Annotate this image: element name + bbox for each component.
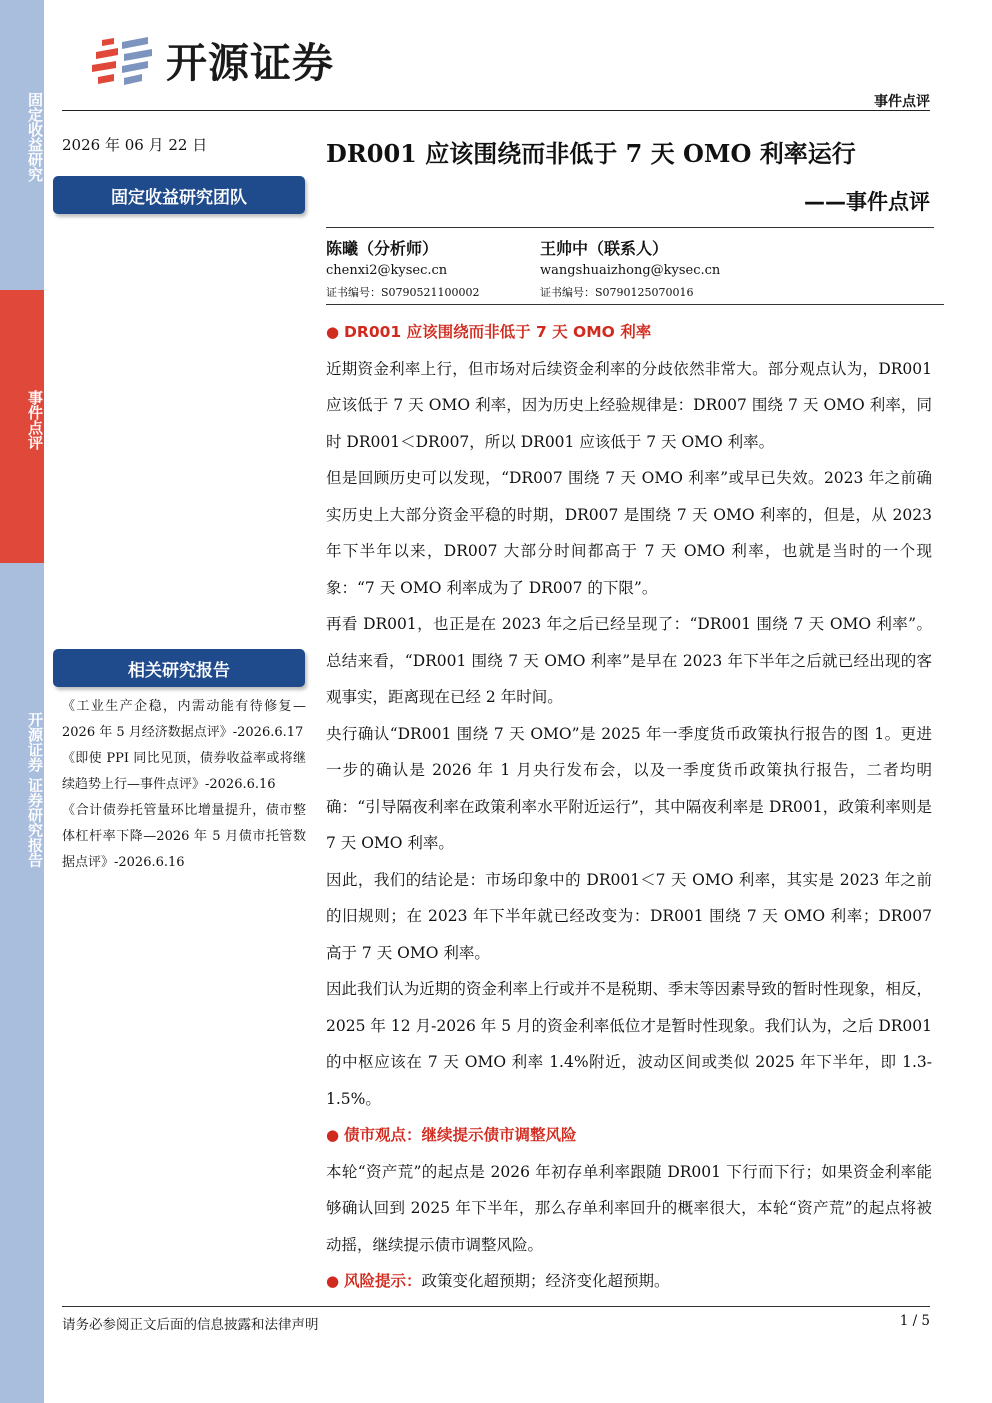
title-divider	[326, 227, 934, 228]
section-heading: ● 债市观点：继续提示债市调整风险	[326, 1126, 577, 1144]
body-paragraph: 因此，我们的结论是：市场印象中的 DR001＜7 天 OMO 利率，其实是 2023 年之前的旧规则；在 2023 年下半年就已经改变为：DR001 围绕 7 天 OMO 利率；DR007 高于 7 天 OMO 利率。	[326, 870, 932, 962]
side-strip	[0, 0, 44, 1403]
risk-notice: ● 风险提示：政策变化超预期；经济变化超预期。	[326, 1272, 670, 1290]
related-report-item[interactable]: 《合计债券托管量环比增量提升，债市整体杠杆率下降—2026 年 5 月债市托管数据点评》-2026.6.16	[62, 803, 306, 870]
author-name: 陈曦（分析师）	[326, 239, 439, 258]
related-report-item[interactable]: 《即使 PPI 同比见顶，债券收益率或将继续趋势上行—事件点评》-2026.6.16	[62, 751, 306, 792]
bullet-icon: ●	[326, 1126, 340, 1144]
body-paragraph: 央行确认“DR001 围绕 7 天 OMO”是 2025 年一季度货币政策执行报告的图 1。更进一步的确认是 2026 年 1 月央行发布会，以及一季度货币政策执行报告，二者均明确：“引导隔夜利率在政策利率水平附近运行”，其中隔夜利率是 DR001，政策利率则是 7 天 OMO 利率。	[326, 724, 932, 852]
report-date: 2026 年 06 月 22 日	[62, 136, 208, 154]
report-title: DR001 应该围绕而非低于 7 天 OMO 利率运行	[326, 139, 856, 168]
header-divider	[62, 110, 930, 111]
bullet-icon: ●	[326, 1272, 340, 1290]
header-report-type: 事件点评	[874, 94, 930, 110]
body-paragraph: 但是回顾历史可以发现，“DR007 围绕 7 天 OMO 利率”或早已失效。2023 年之前确实历史上大部分资金平稳的时期，DR007 是围绕 7 天 OMO 利率的，但是，从 2023 年下半年以来，DR007 大部分时间都高于 7 天 OMO 利率，也就是当时的一个现象：“7 天 OMO 利率成为了 DR007 的下限”。	[326, 469, 932, 597]
author-block	[540, 238, 720, 304]
report-subtitle: ——事件点评	[804, 190, 930, 214]
body-paragraph: 再看 DR001，也正是在 2023 年之后已经呈现了：“DR001 围绕 7 天 OMO 利率”。总结来看，“DR001 围绕 7 天 OMO 利率”是早在 2023 年下半年之后就已经出现的客观事实，距离现在已经 2 年时间。	[326, 615, 932, 706]
author-cert: 证书编号：S0790125070016	[540, 286, 694, 299]
logo-mark-icon	[88, 30, 158, 88]
side-label-category: 固定收益研究	[26, 92, 44, 182]
footer-disclaimer: 请务必参阅正文后面的信息披露和法律声明	[62, 1317, 319, 1333]
footer-divider	[62, 1306, 930, 1307]
logo	[88, 30, 334, 88]
related-reports-title: 相关研究报告	[53, 649, 305, 687]
body-paragraph: 本轮“资产荒”的起点是 2026 年初存单利率跟随 DR001 下行而下行；如果资金利率能够确认回到 2025 年下半年，那么存单利率回升的概率很大，本轮“资产荒”的起点将被动摇，继续提示债市调整风险。	[326, 1162, 932, 1254]
bullet-icon: ●	[326, 323, 340, 341]
side-label-publisher: 开源证券 证券研究报告	[26, 712, 44, 868]
author-block	[326, 238, 480, 304]
team-label: 固定收益研究团队	[53, 176, 305, 214]
body-paragraph: 因此我们认为近期的资金利率上行或并不是税期、季末等因素导致的暂时性现象，相反，2025 年 12 月-2026 年 5 月的资金利率低位才是暂时性现象。我们认为，之后 DR001 的中枢应该在 7 天 OMO 利率 1.4%附近，波动区间或类似 2025 年下半年，即 1.3-1.5%。	[326, 980, 932, 1108]
related-reports-list	[62, 694, 306, 876]
author-cert: 证书编号：S0790521100002	[326, 286, 480, 299]
related-report-item[interactable]: 《工业生产企稳，内需动能有待修复—2026 年 5 月经济数据点评》-2026.6.17	[62, 699, 306, 740]
logo-text: 开源证券	[166, 38, 334, 87]
report-body	[326, 314, 932, 1300]
side-label-type: 事件点评	[26, 390, 44, 450]
author-email[interactable]: wangshuaizhong@kysec.cn	[540, 263, 721, 278]
author-divider	[326, 304, 944, 305]
section-heading: ● DR001 应该围绕而非低于 7 天 OMO 利率	[326, 323, 652, 341]
author-email[interactable]: chenxi2@kysec.cn	[326, 263, 448, 278]
body-paragraph: 近期资金利率上行，但市场对后续资金利率的分歧依然非常大。部分观点认为，DR001 应该低于 7 天 OMO 利率，因为历史上经验规律是：DR007 围绕 7 天 OMO 利率，同时 DR001＜DR007，所以 DR001 应该低于 7 天 OMO 利率。	[326, 359, 932, 451]
page-number: 1 / 5	[899, 1313, 930, 1329]
author-name: 王帅中（联系人）	[540, 239, 669, 258]
